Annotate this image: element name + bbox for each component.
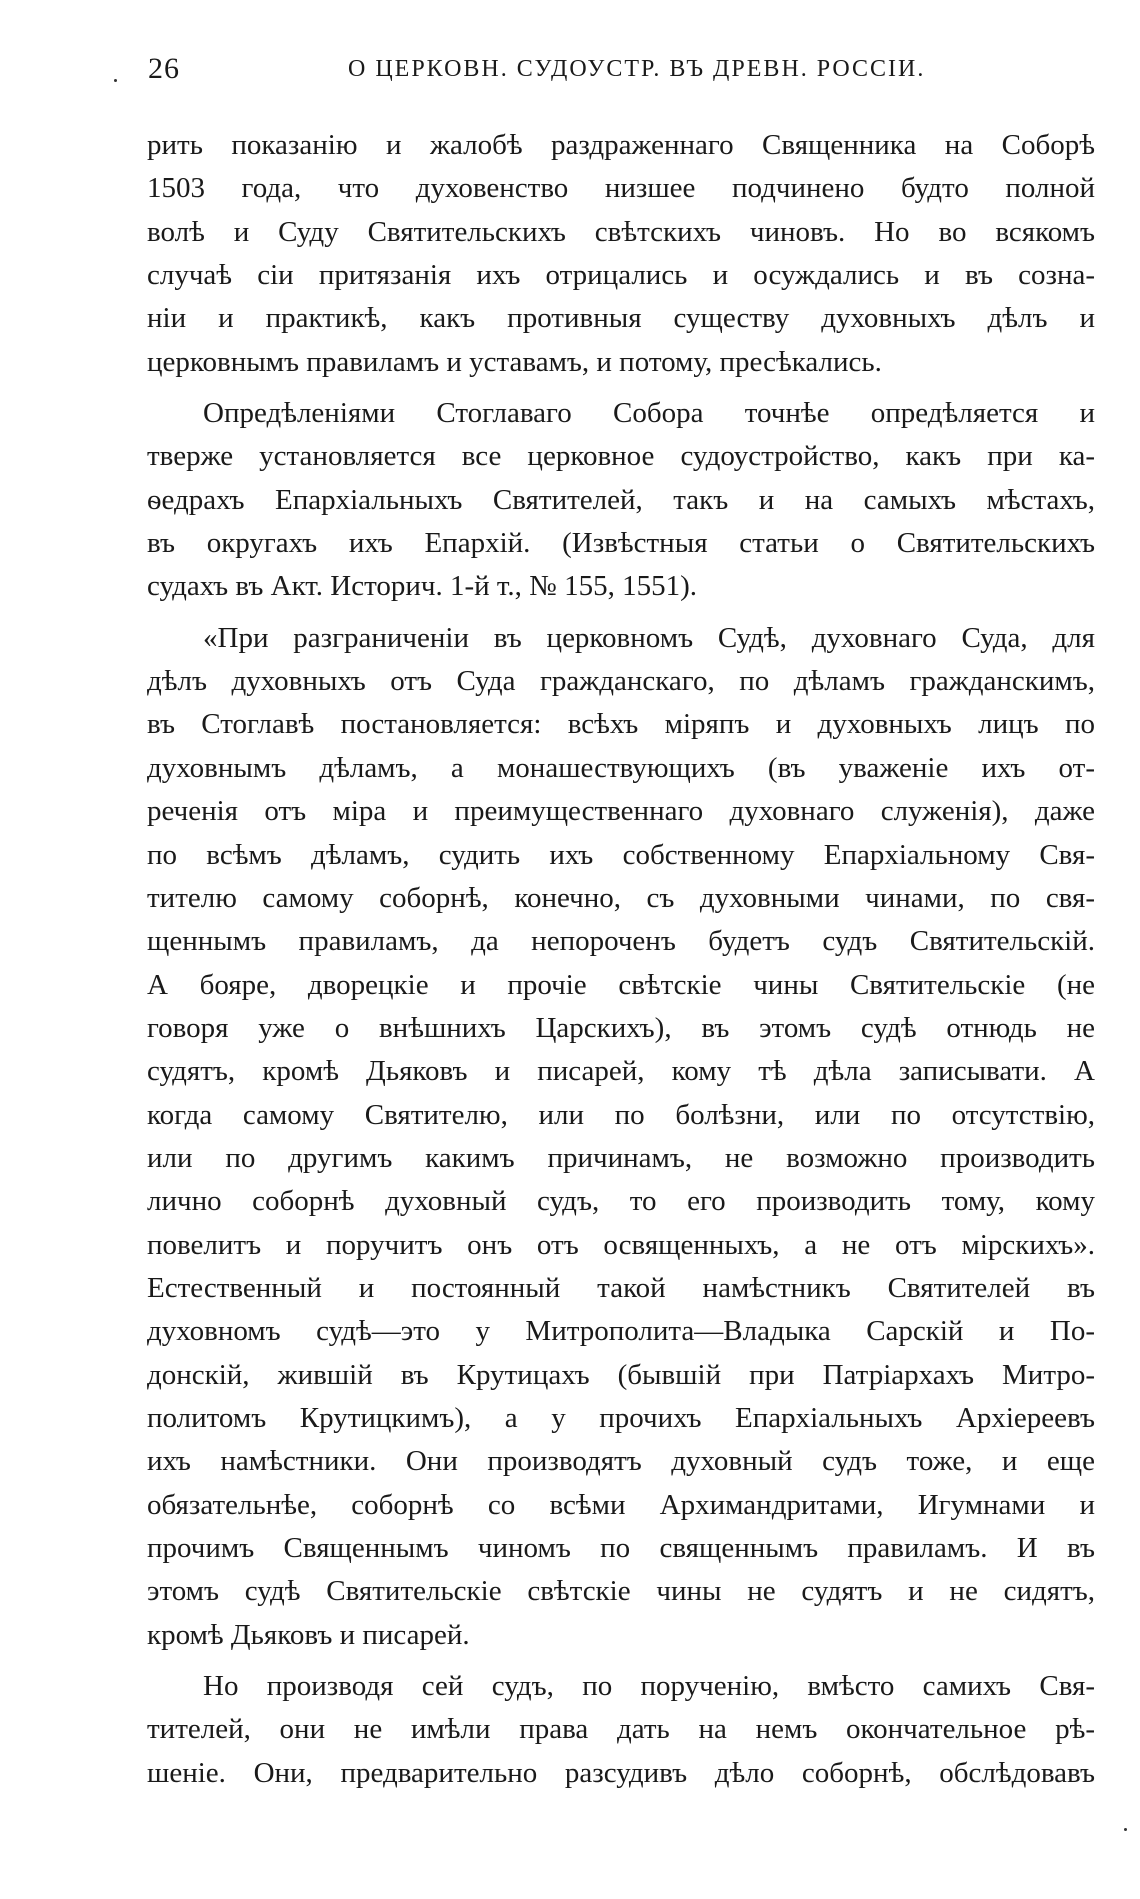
text-line: судахъ въ Акт. Историч. 1-й т., № 155, 1551). [147, 570, 697, 603]
text-line: церковнымъ правиламъ и уставамъ, и потому, пресѣкались. [147, 345, 882, 378]
text-line: повелитъ и поручитъ онъ отъ освященныхъ, а не отъ мірскихъ». [147, 1228, 1095, 1261]
text-line: Опредѣленіями Стоглаваго Собора точнѣе опредѣляется и [203, 397, 1095, 430]
running-title: О ЦЕРКОВН. СУДОУСТР. ВЪ ДРЕВН. РОССІИ. [348, 56, 926, 82]
text-line: тителей, они не имѣли права дать на немъ окончательное рѣ- [147, 1713, 1095, 1746]
print-speck [1124, 1828, 1127, 1831]
text-line: рить показанію и жалобѣ раздраженнаго Священника на Соборѣ [147, 129, 1095, 161]
text-line: волѣ и Суду Святительскихъ свѣтскихъ чиновъ. Но во всякомъ [147, 215, 1095, 248]
text-line: ихъ намѣстники. Они производятъ духовный судъ тоже, и еще [147, 1445, 1095, 1478]
text-line: донскій, жившій въ Крутицахъ (бывшій при Патріархахъ Митро- [147, 1358, 1095, 1391]
text-line: реченія отъ міра и преимущественнаго духовнаго служенія), даже [147, 795, 1095, 828]
text-line: случаѣ сіи притязанія ихъ отрицались и осуждались и въ созна- [147, 259, 1095, 292]
text-line: въ округахъ ихъ Епархій. (Извѣстныя статьи о Святительскихъ [147, 527, 1095, 560]
text-line: Но производя сей судъ, по порученію, вмѣсто самихъ Свя- [203, 1670, 1095, 1703]
text-line: духовнымъ дѣламъ, а монашествующихъ (въ уваженіе ихъ от- [147, 751, 1095, 784]
text-line: кромѣ Дьяковъ и писарей. [147, 1618, 470, 1651]
text-line: шеніе. Они, предварительно разсудивъ дѣло соборнѣ, обслѣдовавъ [147, 1756, 1095, 1789]
text-line: обязательнѣе, соборнѣ со всѣми Архимандритами, Игумнами и [147, 1488, 1095, 1521]
page-number: 26 [148, 52, 180, 85]
text-line: тителю самому соборнѣ, конечно, съ духовными чинами, по свя- [147, 881, 1095, 914]
text-line: тверже установляется все церковное судоустройство, какъ при ка- [147, 440, 1095, 473]
body-text [147, 124, 1095, 1795]
text-line: политомъ Крутицкимъ), а у прочихъ Епархіальныхъ Архіереевъ [147, 1401, 1095, 1434]
text-line: лично соборнѣ духовный судъ, то его производить тому, кому [147, 1185, 1095, 1218]
text-line: по всѣмъ дѣламъ, судить ихъ собственному Епархіальному Свя- [147, 838, 1095, 871]
text-line: А бояре, дворецкіе и прочіе свѣтскіе чины Святительскіе (не [147, 968, 1095, 1001]
text-line: Естественный и постоянный такой намѣстникъ Святителей въ [147, 1271, 1095, 1304]
text-line: или по другимъ какимъ причинамъ, не возможно производить [147, 1141, 1095, 1174]
text-line: «При разграниченіи въ церковномъ Судѣ, духовнаго Суда, для [203, 621, 1095, 654]
text-line: этомъ судѣ Святительскіе свѣтскіе чины не судятъ и не сидятъ, [147, 1575, 1095, 1608]
text-line: говоря уже о внѣшнихъ Царскихъ), въ этомъ судѣ отнюдь не [147, 1011, 1095, 1044]
text-line: въ Стоглавѣ постановляется: всѣхъ міряпъ и духовныхъ лицъ по [147, 708, 1095, 741]
text-line: 1503 года, что духовенство низшее подчинено будто полной [147, 172, 1095, 205]
text-line: духовномъ судѣ—это у Митрополита—Владыка Сарскій и По- [147, 1315, 1095, 1348]
text-line: щеннымъ правиламъ, да непороченъ будетъ судъ Святительскій. [147, 925, 1095, 958]
text-line: дѣлъ духовныхъ отъ Суда гражданскаго, по дѣламъ гражданскимъ, [147, 665, 1095, 698]
text-line: ѳедрахъ Епархіальныхъ Святителей, такъ и на самыхъ мѣстахъ, [147, 483, 1095, 516]
text-line: когда самому Святителю, или по болѣзни, или по отсутствію, [147, 1098, 1095, 1131]
page-header [148, 52, 993, 92]
text-line: судятъ, кромѣ Дьяковъ и писарей, кому тѣ дѣла записывати. А [147, 1055, 1095, 1088]
text-line: прочимъ Священнымъ чиномъ по священнымъ правиламъ. И въ [147, 1532, 1095, 1564]
print-speck [114, 79, 117, 82]
text-line: ніи и практикѣ, какъ противныя существу духовныхъ дѣлъ и [147, 302, 1095, 335]
